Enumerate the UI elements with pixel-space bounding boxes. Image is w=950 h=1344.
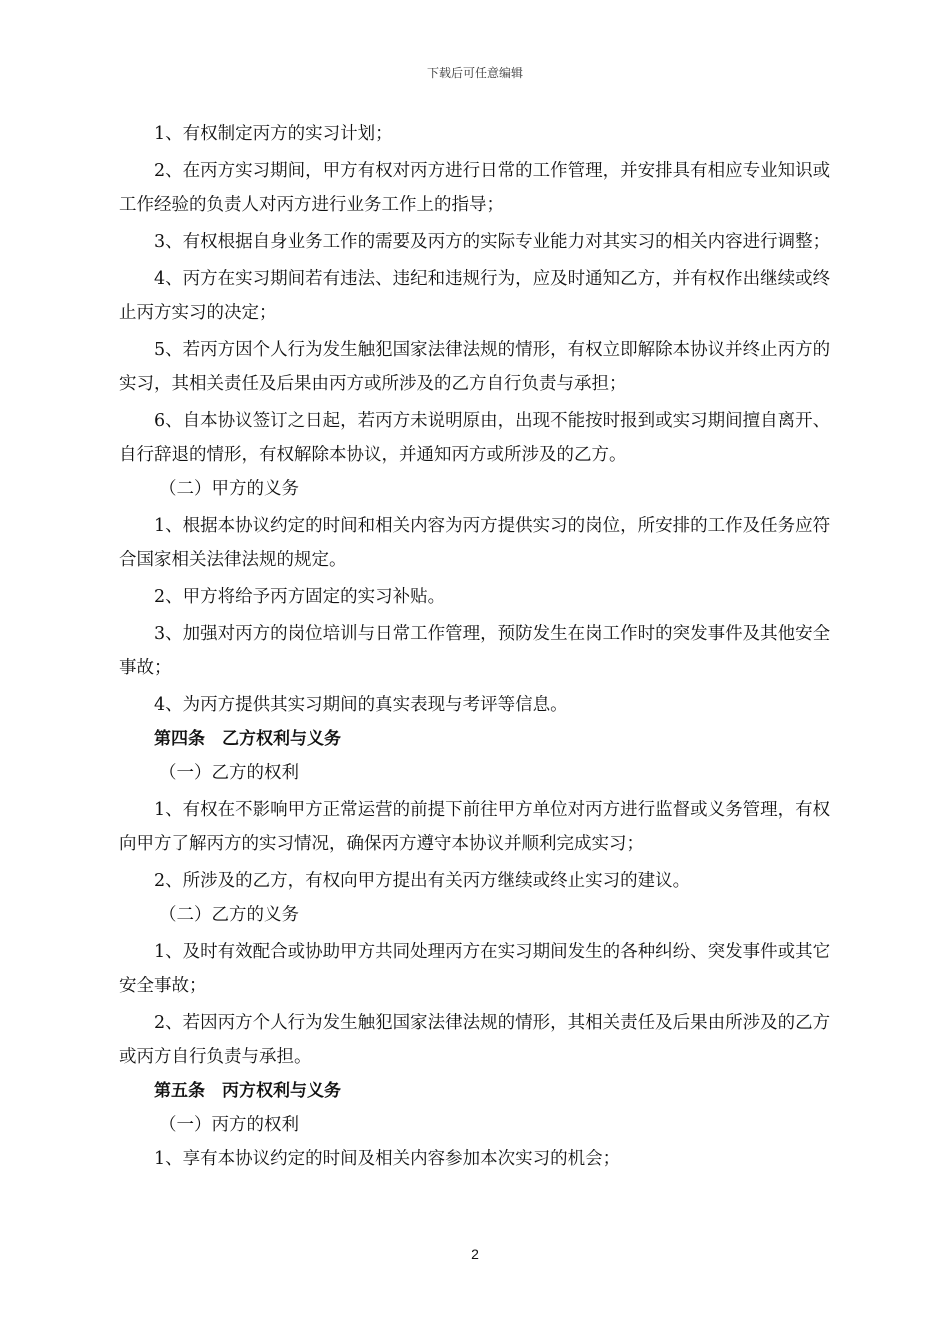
paragraph: 4、为丙方提供其实习期间的真实表现与考评等信息。 [154, 695, 568, 715]
paragraph: 6、自本协议签订之日起，若丙方未说明原由，出现不能按时报到或实习期间擅自离开、自行辞退的情形，有权解除本协议，并通知丙方或所涉及的乙方。 [119, 411, 831, 465]
document-body [119, 117, 839, 1176]
paragraph: 3、有权根据自身业务工作的需要及丙方的实际专业能力对其实习的相关内容进行调整； [154, 232, 831, 252]
paragraph: 2、甲方将给予丙方固定的实习补贴。 [154, 587, 446, 607]
paragraph: 2、所涉及的乙方，有权向甲方提出有关丙方继续或终止实习的建议。 [154, 871, 691, 891]
paragraph: 1、有权制定丙方的实习计划； [154, 124, 393, 144]
paragraph: 4、丙方在实习期间若有违法、违纪和违规行为，应及时通知乙方，并有权作出继续或终止丙方实习的决定； [119, 269, 831, 323]
paragraph: 2、若因丙方个人行为发生触犯国家法律法规的情形，其相关责任及后果由所涉及的乙方或丙方自行负责与承担。 [119, 1013, 831, 1067]
page-header: 下载后可任意编辑 [426, 66, 523, 80]
paragraph: 1、及时有效配合或协助甲方共同处理丙方在实习期间发生的各种纠纷、突发事件或其它安全事故； [119, 942, 831, 996]
paragraph: 1、根据本协议约定的时间和相关内容为丙方提供实习的岗位，所安排的工作及任务应符合国家相关法律法规的规定。 [119, 516, 831, 570]
section-heading: （一）丙方的权利 [159, 1115, 299, 1135]
paragraph: 3、加强对丙方的岗位培训与日常工作管理，预防发生在岗工作时的突发事件及其他安全事故； [119, 624, 831, 678]
paragraph: 5、若丙方因个人行为发生触犯国家法律法规的情形，有权立即解除本协议并终止丙方的实习，其相关责任及后果由丙方或所涉及的乙方自行负责与承担； [119, 340, 831, 394]
page-number: 2 [471, 1246, 479, 1262]
section-heading: （二）乙方的义务 [159, 905, 299, 925]
article-heading: 第四条 乙方权利与义务 [154, 729, 341, 749]
section-heading: （二）甲方的义务 [159, 479, 299, 499]
article-heading: 第五条 丙方权利与义务 [154, 1081, 341, 1101]
paragraph: 1、有权在不影响甲方正常运营的前提下前往甲方单位对丙方进行监督或义务管理，有权向甲方了解丙方的实习情况，确保丙方遵守本协议并顺利完成实习； [119, 800, 831, 854]
paragraph: 2、在丙方实习期间，甲方有权对丙方进行日常的工作管理，并安排具有相应专业知识或工作经验的负责人对丙方进行业务工作上的指导； [119, 161, 831, 215]
paragraph: 1、享有本协议约定的时间及相关内容参加本次实习的机会； [154, 1149, 621, 1169]
section-heading: （一）乙方的权利 [159, 763, 299, 783]
